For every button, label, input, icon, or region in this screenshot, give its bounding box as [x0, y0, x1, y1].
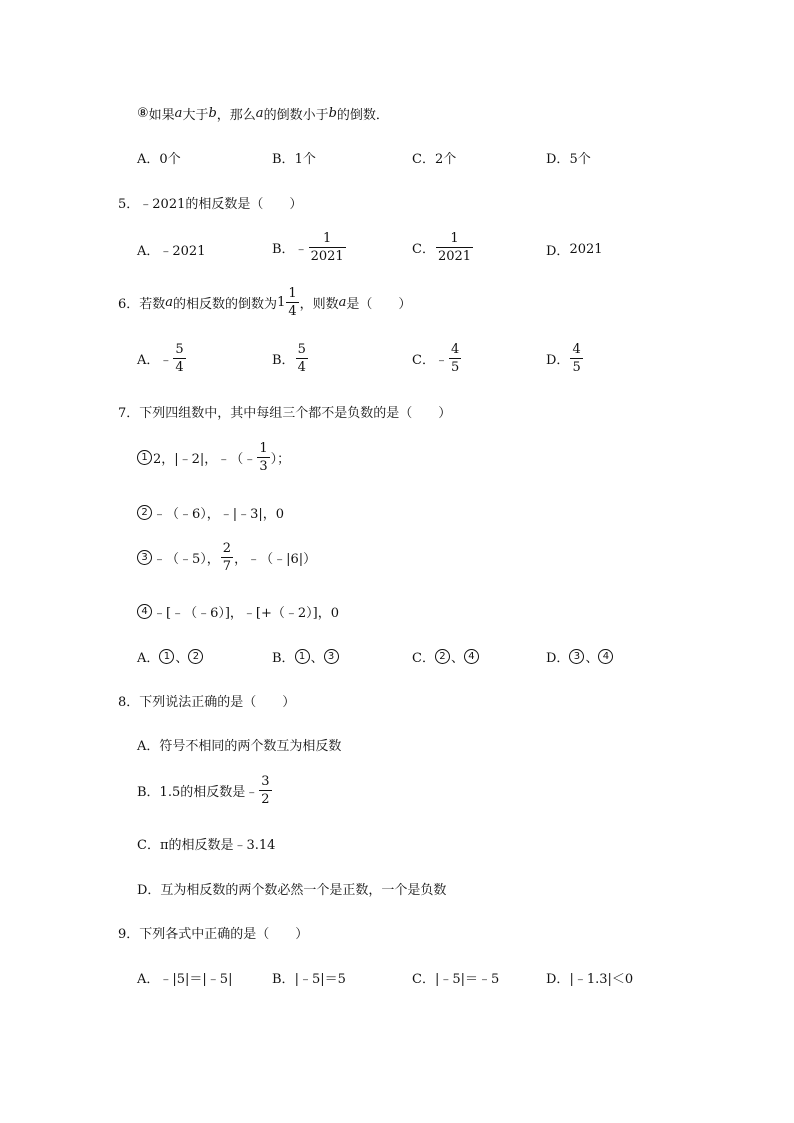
fraction: $\frac{4}{5}$ [450, 342, 460, 375]
fraction: $\frac{4}{5}$ [572, 342, 581, 375]
q5-option-c[interactable]: C． $\frac{1}{2021}$ [412, 231, 472, 264]
fraction: $\frac{1}{3}$ [259, 441, 268, 474]
q8-option-d[interactable]: D．互为相反数的两个数必然一个是正数，一个是负数 [137, 883, 447, 898]
q7-group-3: 3 ﹣（﹣5）， $\frac{2}{7}$ ，﹣（﹣|6|） [137, 542, 316, 573]
q4-option-b[interactable]: B． 1个 [272, 152, 316, 167]
fraction: $\frac{2}{7}$ [222, 541, 232, 574]
q9-option-d[interactable]: D． |﹣1.3|＜0 [546, 972, 634, 987]
q5-option-d[interactable]: D． 2021 [546, 242, 603, 259]
q4-option-a[interactable]: A． 0个 [137, 152, 181, 167]
q5-option-b[interactable]: B． ﹣ $\frac{1}{2021}$ [272, 231, 344, 264]
q7-option-d[interactable]: D． 3 、 4 [546, 647, 614, 666]
q7-option-b[interactable]: B． 1 、 3 [272, 647, 340, 666]
fraction: $\frac{5}{4}$ [297, 342, 306, 375]
q6-option-d[interactable]: D． $\frac{4}{5}$ [546, 342, 581, 375]
q9-option-c[interactable]: C． |﹣5|＝﹣5 [412, 972, 500, 987]
fraction: $\frac{3}{2}$ [261, 774, 270, 807]
q6-option-c[interactable]: C． ﹣ $\frac{4}{5}$ [412, 342, 460, 375]
fraction: $\frac{5}{4}$ [175, 342, 184, 375]
q8-option-a[interactable]: A．符号不相同的两个数互为相反数 [137, 739, 342, 754]
statement-8-number: ⑧ [137, 106, 149, 121]
fraction: $\frac{1}{2021}$ [437, 231, 472, 264]
q9-option-b[interactable]: B． |﹣5|＝5 [272, 972, 346, 987]
q7-option-c[interactable]: C． 2 、 4 [412, 647, 480, 666]
q8-stem: 8．下列说法正确的是（ ） [118, 695, 296, 710]
q7-stem: 7．下列四组数中，其中每组三个都不是负数的是（ ） [118, 406, 452, 421]
q7-group-2: 2 ﹣（﹣6），﹣|﹣3|，0 [137, 503, 284, 522]
q6-option-b[interactable]: B． $\frac{5}{4}$ [272, 342, 306, 375]
q7-option-a[interactable]: A． 1 、 2 [137, 647, 204, 666]
statement-8: ⑧ 如果 a 大于 b ，那么 a 的倒数小于 b 的倒数． [137, 106, 389, 123]
q8-option-b[interactable]: B．1.5的相反数是﹣ $\frac{3}{2}$ [137, 774, 270, 807]
fraction: $\frac{1}{2021}$ [310, 231, 344, 264]
q6-option-a[interactable]: A． ﹣ $\frac{5}{4}$ [137, 342, 184, 375]
q4-option-c[interactable]: C． 2个 [412, 152, 457, 167]
q9-stem: 9．下列各式中正确的是（ ） [118, 927, 309, 942]
q7-group-4: 4 ﹣[﹣（﹣6）]，﹣[+（﹣2）]，0 [137, 602, 339, 621]
q8-option-c[interactable]: C．π的相反数是﹣3.14 [137, 838, 276, 853]
q5-stem: 5．﹣2021的相反数是（ ） [118, 197, 303, 212]
q5-option-a[interactable]: A． ﹣2021 [137, 244, 206, 259]
q6-stem: 6．若数 a 的相反数的倒数为 1 $\frac{1}{4}$ ，则数 a 是（ ） [118, 286, 412, 319]
mixed-number: 1 $\frac{1}{4}$ [277, 286, 297, 319]
q9-option-a[interactable]: A． ﹣|5|＝|﹣5| [137, 972, 233, 987]
q7-group-1: 1 2，|﹣2|，﹣（﹣ $\frac{1}{3}$ ）； [137, 442, 290, 473]
q4-option-d[interactable]: D． 5个 [546, 152, 591, 167]
